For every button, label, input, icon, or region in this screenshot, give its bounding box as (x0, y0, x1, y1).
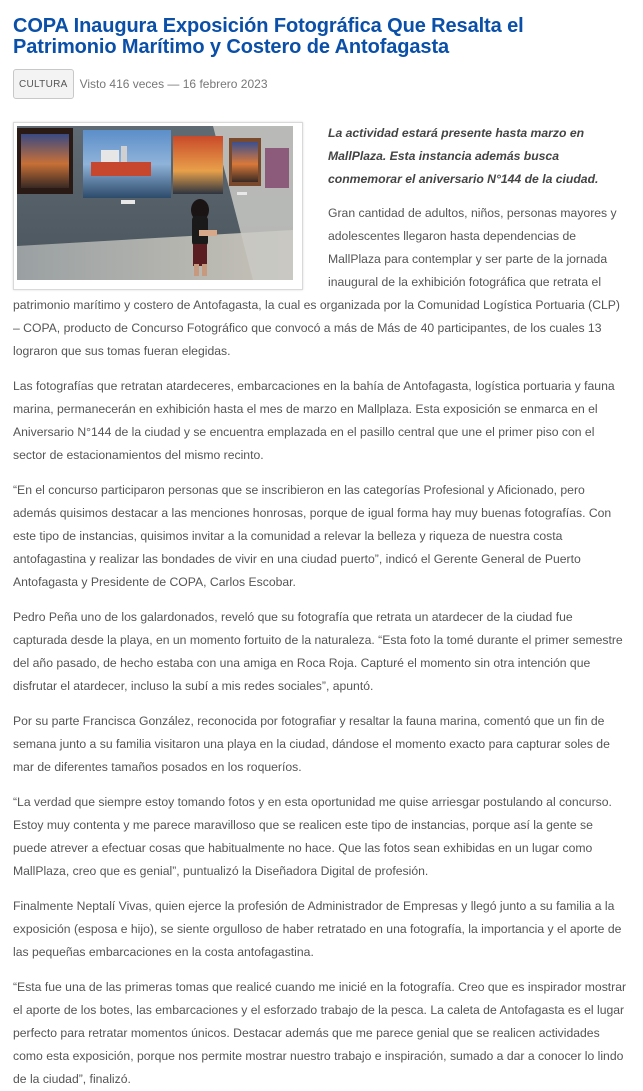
paragraph-7: Finalmente Neptalí Vivas, quien ejerce la profesión de Administrador de Empresas y llegó junto a su familia a la exposición (esposa e hijo), se siente orgulloso de haber retratado en una fotografía, la importancia y el aporte de las pequeñas embarcaciones en la costa antofagastina. (13, 899, 622, 959)
article-body (13, 122, 630, 1091)
paragraph-8: “Esta fue una de las primeras tomas que realicé cuando me inicié en la fotografía. Creo que es inspirador mostrar el aporte de los botes, las embarcaciones y el esforzado trabajo de la pesca. La caleta de Antofagasta es el lugar perfecto para retratar momentos únicos. Destacar además que me parece genial que se realicen actividades como esta exposición, porque nos permite mostrar nuestro trabajo e inspiración, sumado a dar a conocer lo lindo de la ciudad”, finalizó. (13, 980, 627, 1086)
paragraph-2: Las fotografías que retratan atardeceres, embarcaciones en la bahía de Antofagasta, logística portuaria y fauna marina, permanecerán en exhibición hasta el mes de marzo en Mallplaza. Esta exposición se enmarca en el Aniversario N°144 de la ciudad y se encuentra emplazada en el pasillo central que une el primer piso con el sector de estacionamientos del mismo recinto. (13, 379, 615, 462)
article-title: COPA Inaugura Exposición Fotográfica Que Resalta el Patrimonio Marítimo y Costero de Antofagasta (13, 15, 524, 58)
paragraph-6: “La verdad que siempre estoy tomando fotos y en esta oportunidad me quise arriesgar postulando al concurso. Estoy muy contenta y me parece maravilloso que se realicen este tipo de instancias, porque así la gente se puede atrever a efectuar cosas que habitualmente no hace. Que las fotos sean exhibidas en un lugar como MallPlaza, creo que es genial”, puntualizó la Diseñadora Digital de profesión. (13, 795, 612, 878)
article-lead: La actividad estará presente hasta marzo en MallPlaza. Esta instancia además busca conmemorar el aniversario N°144 de la ciudad. (328, 126, 599, 186)
exhibition-photo-image (17, 126, 293, 280)
paragraph-5: Por su parte Francisca González, reconocida por fotografiar y resaltar la fauna marina, comentó que un fin de semana junto a su familia visitaron una playa en la ciudad, dándose el momento exacto para capturar soles de mar de diferentes tamaños posados en los roqueríos. (13, 714, 610, 774)
paragraph-1: Gran cantidad de adultos, niños, personas mayores y adolescentes llegaron hasta dependencias de MallPlaza para contemplar y ser parte de la jornada inaugural de la exhibición fotográfica que retrata el patrimonio marítimo y costero de Antofagasta, la cual es organizada por la Comunidad Logística Portuaria (CLP) – COPA, producto de Concurso Fotográfico que convocó a más de Más de 40 participantes, de los cuales 13 lograron que sus tomas fueran elegidas. (13, 206, 620, 358)
article-photo[interactable] (13, 122, 303, 290)
paragraph-4: Pedro Peña uno de los galardonados, reveló que su fotografía que retrata un atardecer de la ciudad fue capturada desde la playa, en un momento fortuito de la naturaleza. “Esta foto la tomé durante el primer semestre del año pasado, de hecho estaba con una amiga en Roca Roja. Capturé el momento sin otra intención que disfrutar el atardecer, incluso la subí a mis redes sociales”, apuntó. (13, 610, 623, 693)
paragraph-3: “En el concurso participaron personas que se inscribieron en las categorías Profesional y Aficionado, pero además quisimos destacar a las menciones honrosas, porque de igual forma hay muy buenas fotografías. Con este tipo de instancias, quisimos invitar a la comunidad a relevar la belleza y riqueza de nuestra costa antofagastina y realizar las bondades de vivir en una ciudad puerto”, indicó el Gerente General de Puerto Antofagasta y Presidente de COPA, Carlos Escobar. (13, 483, 612, 589)
category-badge[interactable]: CULTURA (13, 69, 74, 99)
views-and-date: Visto 416 veces — 16 febrero 2023 (79, 77, 268, 91)
article-meta (13, 68, 630, 100)
